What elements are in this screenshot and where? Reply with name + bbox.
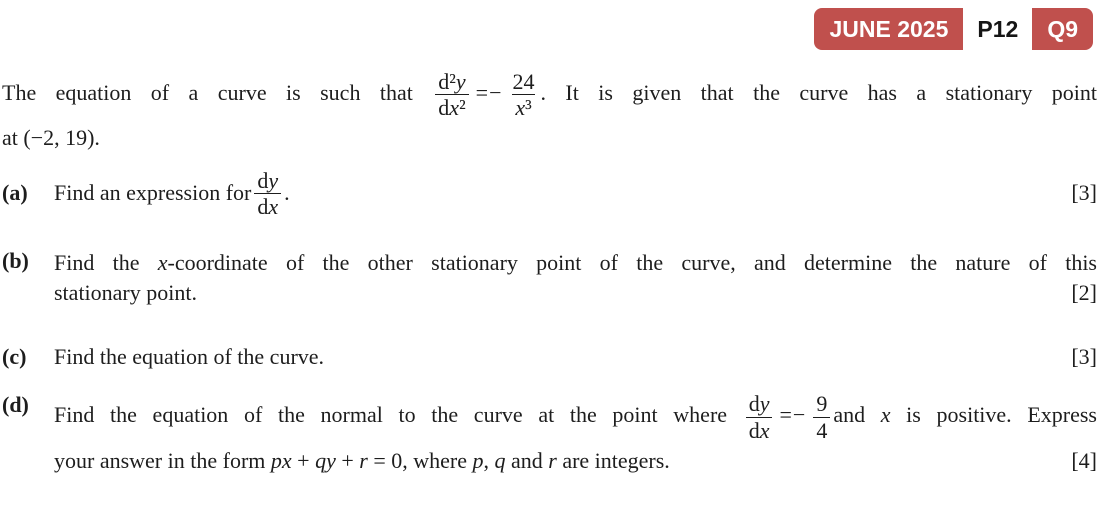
part-b-row [2,248,1097,308]
part-a-row [2,169,1097,219]
question-intro-line2: at (−2, 19). [2,124,100,150]
part-b-label: (b) [2,248,29,274]
fraction-numerator: dy [748,391,770,417]
rhs-fraction [510,70,538,120]
badge-row [2,8,1093,50]
part-d-text-pre: Find the equation of the normal to the curve at the point where [54,402,728,428]
part-a-text: Find an expression for [54,180,252,206]
part-a-label: (a) [2,180,28,206]
part-d-label: (d) [2,392,29,418]
part-a-marks: [3] [1071,180,1097,206]
part-d-line2: your answer in the form px + qy + r = 0, where p, q and r are integers. [54,447,670,473]
part-c-row [2,344,1097,370]
part-c-label: (c) [2,344,27,370]
part-d-marks: [4] [1071,447,1097,473]
fraction-numerator: d²y [438,69,466,94]
badge-question-label: Q9 [1047,15,1078,42]
part-c-text: Find the equation of the curve. [54,344,325,370]
past-paper-badge [814,8,1093,50]
fraction-denominator: x³ [512,94,534,119]
part-c-marks: [3] [1071,344,1097,370]
fraction-denominator: 4 [813,417,830,442]
fraction-numerator: 9 [816,391,828,417]
badge-paper-label: P12 [963,8,1032,50]
equals-minus-sign: =− [475,79,503,105]
part-d-text-post: and x is positive. Express [833,402,1097,428]
part-d-row [2,392,1097,476]
part-d-line1 [54,392,1097,442]
nine-quarters-fraction [813,392,830,442]
part-b-line2: stationary point. [54,280,197,306]
equals-minus-sign: =− [779,402,807,428]
part-b-marks: [2] [1071,280,1097,306]
part-b-line1: Find the x-coordinate of the other stationary point of the curve, and determine the nature of this [54,250,1097,276]
fraction-numerator: dy [257,167,279,193]
second-derivative-fraction [435,70,468,120]
dy-dx-fraction [254,169,281,219]
question-intro-line1 [2,70,1097,120]
fraction-denominator: dx² [435,94,468,119]
fraction-denominator: dx [254,193,281,218]
part-a-period: . [284,180,290,206]
intro-text-post: . It is given that the curve has a stationary point [540,79,1098,105]
intro-text-pre: The equation of a curve is such that [2,79,413,105]
fraction-denominator: dx [746,417,773,442]
badge-session-label: JUNE 2025 [829,15,949,42]
dy-dx-fraction [746,392,773,442]
fraction-numerator: 24 [512,69,535,94]
